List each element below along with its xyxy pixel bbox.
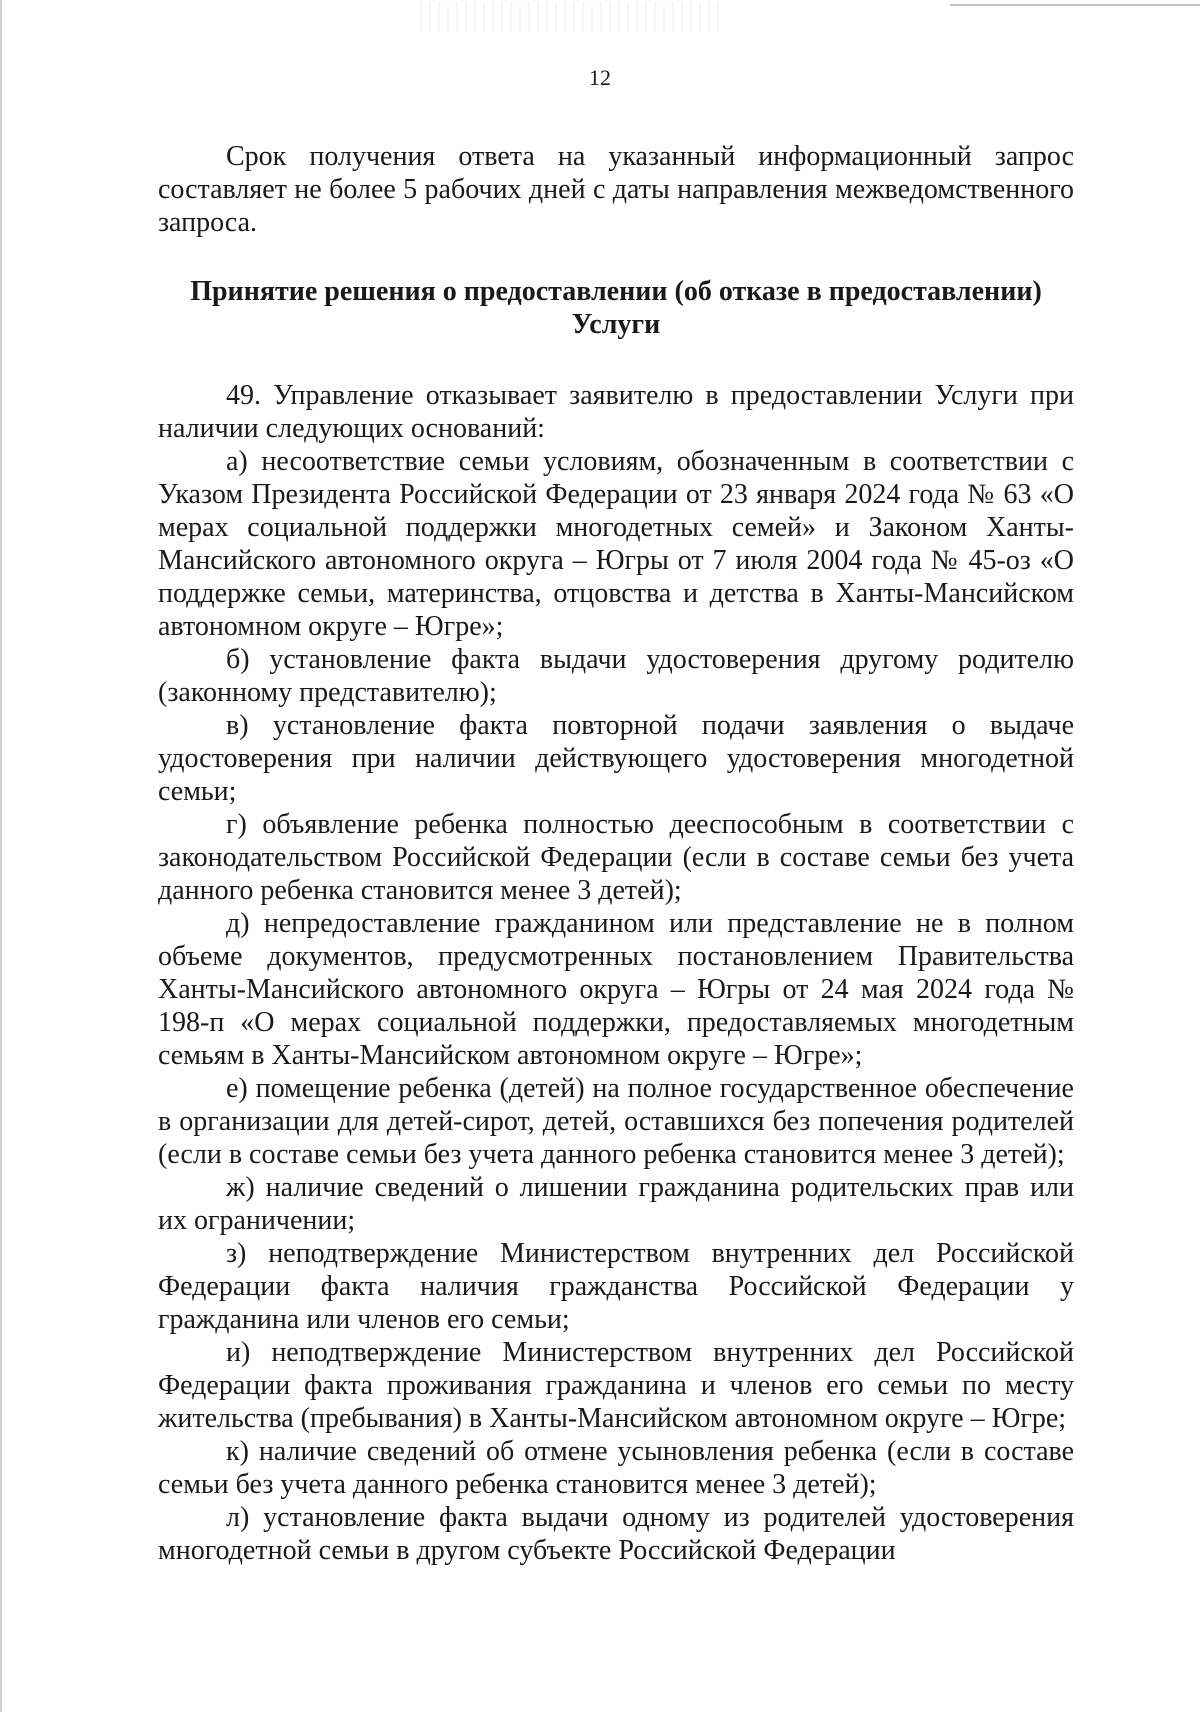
scan-top-line (950, 4, 1200, 6)
clause-item-d: д) непредоставление гражданином или представление не в полном объеме документов, предусмотренных постановлением Правительства Ханты-Мансийского автономного округа – Югры от 24 мая 2024 года № 198-п «О мерах социальной поддержки, предоставляемых многодетным семьям в Ханты-Мансийском автономном округе – Югре»; (158, 908, 1074, 1071)
clause-49: 49. Управление отказывает заявителю в предоставлении Услуги при наличии следующих оснований: (158, 380, 1074, 444)
section-heading: Принятие решения о предоставлении (об отказе в предоставлении) Услуги (190, 276, 1042, 340)
heading-spacer (158, 341, 1074, 379)
clause-item-z: з) неподтверждение Министерством внутренних дел Российской Федерации факта наличия гражданства Российской Федерации у гражданина или членов его семьи; (158, 1238, 1074, 1335)
clause-item-a: а) несоответствие семьи условиям, обозначенным в соответствии с Указом Президента Российской Федерации от 23 января 2024 года № 63 «О мерах социальной поддержки многодетных семей» и Законом Ханты-Мансийского автономного округа – Югры от 7 июля 2004 года № 45-оз «О поддержке семьи, материнства, отцовства и детства в Ханты-Мансийском автономном округе – Югре»; (158, 446, 1074, 642)
scan-left-edge (0, 0, 2, 1712)
clause-item-b: б) установление факта выдачи удостоверения другому родителю (законному представителю); (158, 644, 1074, 708)
intro-paragraph: Срок получения ответа на указанный информационный запрос составляет не более 5 рабочих дней с даты направления межведомственного запроса. (158, 141, 1074, 238)
clause-item-e: е) помещение ребенка (детей) на полное государственное обеспечение в организации для детей-сирот, детей, оставшихся без попечения родителей (если в составе семьи без учета данного ребенка становится менее 3 детей); (158, 1073, 1074, 1170)
scan-noise-mark (420, 2, 720, 32)
clause-item-v: в) установление факта повторной подачи заявления о выдаче удостоверения при наличии действующего удостоверения многодетной семьи; (158, 710, 1074, 807)
clause-item-i: и) неподтверждение Министерством внутренних дел Российской Федерации факта проживания гражданина и членов его семьи по месту жительства (пребывания) в Ханты-Мансийском автономном округе – Югре; (158, 1337, 1074, 1434)
document-body (158, 140, 1074, 1567)
clause-item-zh: ж) наличие сведений о лишении гражданина родительских прав или их ограничении; (158, 1172, 1074, 1236)
clause-item-g: г) объявление ребенка полностью дееспособным в соответствии с законодательством Российской Федерации (если в составе семьи без учета данного ребенка становится менее 3 детей); (158, 809, 1074, 906)
page-number: 12 (589, 65, 611, 90)
clause-item-l: л) установление факта выдачи одному из родителей удостоверения многодетной семьи в другом субъекте Российской Федерации (158, 1502, 1074, 1566)
clause-item-k: к) наличие сведений об отмене усыновления ребенка (если в составе семьи без учета данного ребенка становится менее 3 детей); (158, 1436, 1074, 1500)
